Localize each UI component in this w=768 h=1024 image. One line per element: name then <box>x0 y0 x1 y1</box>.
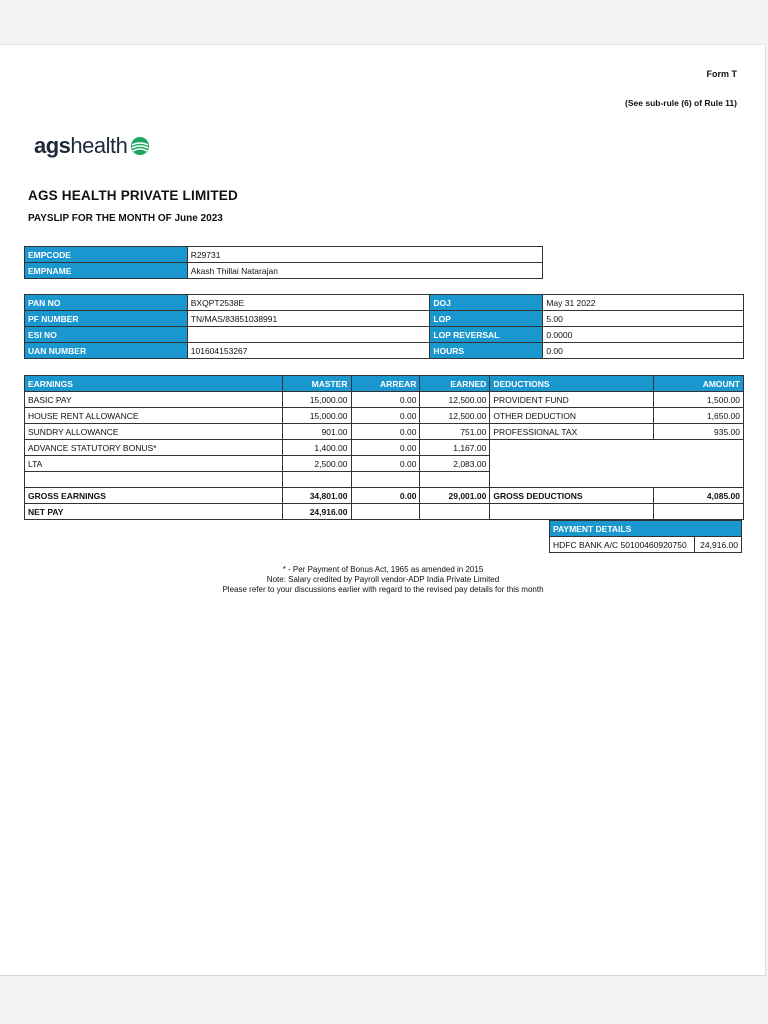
company-name: AGS HEALTH PRIVATE LIMITED <box>28 188 238 203</box>
payslip-title: PAYSLIP FOR THE MONTH OF June 2023 <box>28 213 223 224</box>
table-row <box>25 408 744 424</box>
logo-globe-icon <box>130 136 150 156</box>
details-table <box>24 294 744 359</box>
table-row <box>25 327 744 343</box>
table-row <box>25 440 744 456</box>
earning-earned: 12,500.00 <box>420 392 490 408</box>
earning-name: HOUSE RENT ALLOWANCE <box>25 408 283 424</box>
spacer-cell <box>420 472 490 488</box>
table-header-row <box>550 521 742 537</box>
empty-cell <box>420 504 490 520</box>
lop-label: LOP <box>430 311 543 327</box>
table-row <box>25 311 744 327</box>
deductions-header: DEDUCTIONS <box>490 376 654 392</box>
table-row <box>550 537 742 553</box>
deduction-amount: 1,500.00 <box>654 392 744 408</box>
hours-label: HOURS <box>430 343 543 359</box>
earning-arrear: 0.00 <box>351 392 420 408</box>
earning-arrear: 0.00 <box>351 440 420 456</box>
earning-name: ADVANCE STATUTORY BONUS* <box>25 440 283 456</box>
table-row <box>25 295 744 311</box>
pan-value: BXQPT2538E <box>187 295 430 311</box>
pf-value: TN/MAS/83851038991 <box>187 311 430 327</box>
spacer-cell <box>25 472 283 488</box>
deduction-name: PROFESSIONAL TAX <box>490 424 654 440</box>
earning-master: 1,400.00 <box>282 440 351 456</box>
gross-row <box>25 488 744 504</box>
earning-earned: 1,167.00 <box>420 440 490 456</box>
deduction-amount: 1,650.00 <box>654 408 744 424</box>
earning-name: BASIC PAY <box>25 392 283 408</box>
empty-cell <box>351 504 420 520</box>
empcode-label: EMPCODE <box>25 247 188 263</box>
employee-table <box>24 246 543 279</box>
earning-name: LTA <box>25 456 283 472</box>
esi-value <box>187 327 430 343</box>
empty-cell <box>490 504 654 520</box>
pan-label: PAN NO <box>25 295 188 311</box>
earning-master: 901.00 <box>282 424 351 440</box>
payment-details-table <box>549 520 742 553</box>
hours-value: 0.00 <box>543 343 744 359</box>
net-pay-label: NET PAY <box>25 504 283 520</box>
pf-label: PF NUMBER <box>25 311 188 327</box>
earning-earned: 12,500.00 <box>420 408 490 424</box>
table-row <box>25 343 744 359</box>
uan-value: 101604153267 <box>187 343 430 359</box>
earning-master: 15,000.00 <box>282 392 351 408</box>
form-label: Form T <box>706 69 737 79</box>
earning-arrear: 0.00 <box>351 424 420 440</box>
footer-line: * - Per Payment of Bonus Act, 1965 as amended in 2015 <box>282 565 484 574</box>
earning-master: 2,500.00 <box>282 456 351 472</box>
gross-arrear: 0.00 <box>351 488 420 504</box>
gross-master: 34,801.00 <box>282 488 351 504</box>
payment-amount: 24,916.00 <box>695 537 742 553</box>
earning-master: 15,000.00 <box>282 408 351 424</box>
gross-earned: 29,001.00 <box>420 488 490 504</box>
lop-reversal-value: 0.0000 <box>543 327 744 343</box>
empname-value: Akash Thillai Natarajan <box>187 263 542 279</box>
empcode-value: R29731 <box>187 247 542 263</box>
footer-line: Please refer to your discussions earlier with regard to the revised pay details for this month <box>222 585 544 594</box>
master-header: MASTER <box>282 376 351 392</box>
deduction-name: OTHER DEDUCTION <box>490 408 654 424</box>
footer-notes <box>0 565 766 595</box>
earned-header: EARNED <box>420 376 490 392</box>
amount-header: AMOUNT <box>654 376 744 392</box>
empname-label: EMPNAME <box>25 263 188 279</box>
gross-deductions-value: 4,085.00 <box>654 488 744 504</box>
table-row <box>25 424 744 440</box>
earning-earned: 751.00 <box>420 424 490 440</box>
company-logo <box>34 133 150 159</box>
doj-label: DOJ <box>430 295 543 311</box>
gross-deductions-label: GROSS DEDUCTIONS <box>490 488 654 504</box>
uan-label: UAN NUMBER <box>25 343 188 359</box>
deduction-name: PROVIDENT FUND <box>490 392 654 408</box>
earning-earned: 2,083.00 <box>420 456 490 472</box>
table-row <box>25 247 543 263</box>
empty-cell <box>654 504 744 520</box>
deductions-empty-area <box>490 440 744 488</box>
earnings-deductions-table <box>24 375 744 520</box>
bank-account: HDFC BANK A/C 50100460920750 <box>550 537 695 553</box>
footer-line: Note: Salary credited by Payroll vendor-ADP India Private Limited <box>266 575 500 584</box>
arrear-header: ARREAR <box>351 376 420 392</box>
logo-text-bold: ags <box>34 133 71 158</box>
payment-details-header: PAYMENT DETAILS <box>550 521 742 537</box>
deduction-amount: 935.00 <box>654 424 744 440</box>
lop-value: 5.00 <box>543 311 744 327</box>
net-pay-value: 24,916.00 <box>282 504 351 520</box>
spacer-cell <box>351 472 420 488</box>
lop-reversal-label: LOP REVERSAL <box>430 327 543 343</box>
table-header-row <box>25 376 744 392</box>
table-row <box>25 392 744 408</box>
doj-value: May 31 2022 <box>543 295 744 311</box>
payslip-page <box>0 44 766 976</box>
subrule-label: (See sub-rule (6) of Rule 11) <box>625 98 737 108</box>
spacer-cell <box>282 472 351 488</box>
gross-earnings-label: GROSS EARNINGS <box>25 488 283 504</box>
table-row <box>25 263 543 279</box>
esi-label: ESI NO <box>25 327 188 343</box>
earning-arrear: 0.00 <box>351 408 420 424</box>
earnings-header: EARNINGS <box>25 376 283 392</box>
earning-name: SUNDRY ALLOWANCE <box>25 424 283 440</box>
net-pay-row <box>25 504 744 520</box>
earning-arrear: 0.00 <box>351 456 420 472</box>
logo-text-light: health <box>70 133 128 158</box>
